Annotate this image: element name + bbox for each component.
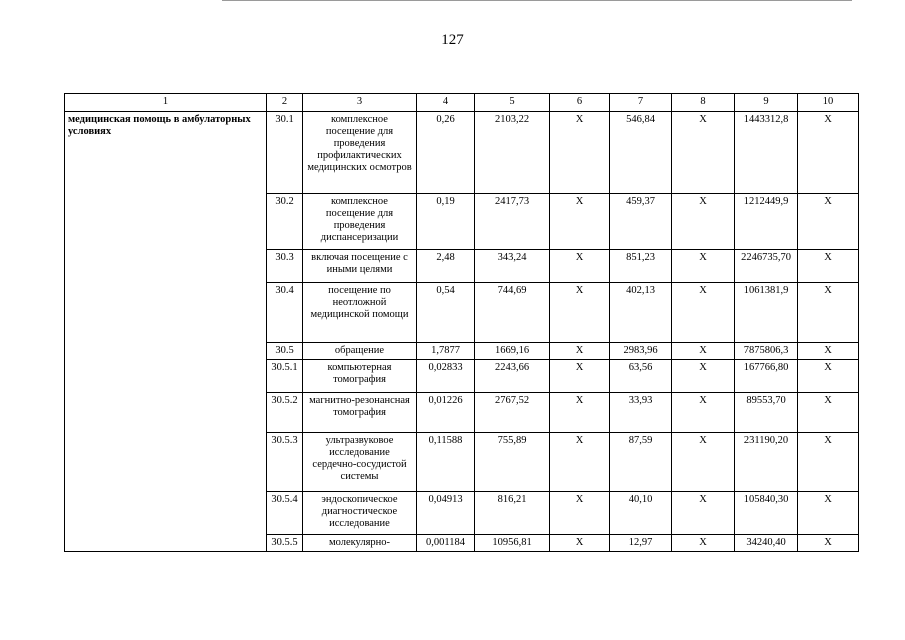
row-col-4: 0,54: [417, 283, 475, 343]
row-code: 30.5.3: [267, 433, 303, 492]
row-col-8: X: [672, 360, 735, 393]
row-col-5: 2767,52: [475, 393, 550, 433]
row-code: 30.5.5: [267, 535, 303, 552]
row-col-6: X: [550, 360, 610, 393]
row-col-9: 89553,70: [735, 393, 798, 433]
header-cell-2: 2: [267, 94, 303, 112]
row-unit: ультразвуковое исследование сердечно-сосудистой системы: [303, 433, 417, 492]
row-col-7: 87,59: [610, 433, 672, 492]
row-col-9: 231190,20: [735, 433, 798, 492]
row-col-5: 10956,81: [475, 535, 550, 552]
row-col-5: 2103,22: [475, 112, 550, 194]
row-col-8: X: [672, 433, 735, 492]
row-col-4: 0,001184: [417, 535, 475, 552]
row-code: 30.1: [267, 112, 303, 194]
row-col-7: 851,23: [610, 250, 672, 283]
row-unit: эндоскопическое диагностическое исследование: [303, 492, 417, 535]
row-col-6: X: [550, 194, 610, 250]
row-col-8: X: [672, 194, 735, 250]
row-col-9: 1443312,8: [735, 112, 798, 194]
row-col-10: X: [798, 250, 859, 283]
row-code: 30.5.2: [267, 393, 303, 433]
row-col-8: X: [672, 343, 735, 360]
row-col-10: X: [798, 283, 859, 343]
row-col-9: 105840,30: [735, 492, 798, 535]
row-code: 30.5.1: [267, 360, 303, 393]
row-code: 30.4: [267, 283, 303, 343]
row-col-4: 0,19: [417, 194, 475, 250]
row-unit: посещение по неотложной медицинской помощи: [303, 283, 417, 343]
row-col-6: X: [550, 250, 610, 283]
row-unit: компьютерная томография: [303, 360, 417, 393]
row-col-9: 1061381,9: [735, 283, 798, 343]
row-col-7: 40,10: [610, 492, 672, 535]
row-unit: включая посещение с иными целями: [303, 250, 417, 283]
row-col-10: X: [798, 194, 859, 250]
row-col-7: 2983,96: [610, 343, 672, 360]
row-col-8: X: [672, 492, 735, 535]
row-col-10: X: [798, 492, 859, 535]
row-col-8: X: [672, 535, 735, 552]
row-col-8: X: [672, 250, 735, 283]
header-cell-10: 10: [798, 94, 859, 112]
header-cell-9: 9: [735, 94, 798, 112]
row-col-6: X: [550, 393, 610, 433]
row-col-7: 402,13: [610, 283, 672, 343]
row-col-8: X: [672, 393, 735, 433]
row-col-7: 459,37: [610, 194, 672, 250]
row-col-4: 0,26: [417, 112, 475, 194]
row-col-4: 2,48: [417, 250, 475, 283]
header-cell-3: 3: [303, 94, 417, 112]
row-col-10: X: [798, 393, 859, 433]
row-col-10: X: [798, 112, 859, 194]
row-col-8: X: [672, 112, 735, 194]
row-col-4: 0,01226: [417, 393, 475, 433]
row-col-4: 0,02833: [417, 360, 475, 393]
row-unit: комплексное посещение для проведения профилактических медицинских осмотров: [303, 112, 417, 194]
row-col-6: X: [550, 343, 610, 360]
header-cell-7: 7: [610, 94, 672, 112]
row-col-4: 1,7877: [417, 343, 475, 360]
page-number: 127: [441, 32, 464, 48]
row-col-5: 343,24: [475, 250, 550, 283]
row-unit: комплексное посещение для проведения диспансеризации: [303, 194, 417, 250]
row-col-5: 755,89: [475, 433, 550, 492]
row-col-5: 744,69: [475, 283, 550, 343]
row-code: 30.5.4: [267, 492, 303, 535]
row-col-7: 63,56: [610, 360, 672, 393]
row-col-4: 0,11588: [417, 433, 475, 492]
row-col-6: X: [550, 492, 610, 535]
row-col-5: 816,21: [475, 492, 550, 535]
row-col-10: X: [798, 433, 859, 492]
row-code: 30.2: [267, 194, 303, 250]
row-col-7: 12,97: [610, 535, 672, 552]
row-col-6: X: [550, 535, 610, 552]
row-col-10: X: [798, 535, 859, 552]
row-code: 30.5: [267, 343, 303, 360]
row-col-8: X: [672, 283, 735, 343]
row-col-6: X: [550, 283, 610, 343]
row-col-6: X: [550, 112, 610, 194]
row-col-9: 2246735,70: [735, 250, 798, 283]
header-cell-5: 5: [475, 94, 550, 112]
row-code: 30.3: [267, 250, 303, 283]
top-rule: [222, 0, 852, 1]
header-cell-4: 4: [417, 94, 475, 112]
row-col-5: 2417,73: [475, 194, 550, 250]
row-col-6: X: [550, 433, 610, 492]
row-col-4: 0,04913: [417, 492, 475, 535]
row-col-7: 546,84: [610, 112, 672, 194]
row-col-10: X: [798, 343, 859, 360]
row-unit: молекулярно-: [303, 535, 417, 552]
table-row: [65, 112, 859, 194]
row-col-7: 33,93: [610, 393, 672, 433]
row-unit: обращение: [303, 343, 417, 360]
row-col-9: 1212449,9: [735, 194, 798, 250]
row-col-9: 7875806,3: [735, 343, 798, 360]
group-label: медицинская помощь в амбулаторных условиях: [65, 112, 267, 552]
row-unit: магнитно-резонансная томография: [303, 393, 417, 433]
header-cell-6: 6: [550, 94, 610, 112]
tariff-table: [64, 93, 859, 552]
row-col-10: X: [798, 360, 859, 393]
row-col-9: 34240,40: [735, 535, 798, 552]
row-col-5: 1669,16: [475, 343, 550, 360]
header-cell-1: 1: [65, 94, 267, 112]
header-cell-8: 8: [672, 94, 735, 112]
row-col-9: 167766,80: [735, 360, 798, 393]
row-col-5: 2243,66: [475, 360, 550, 393]
header-row: [65, 94, 859, 112]
